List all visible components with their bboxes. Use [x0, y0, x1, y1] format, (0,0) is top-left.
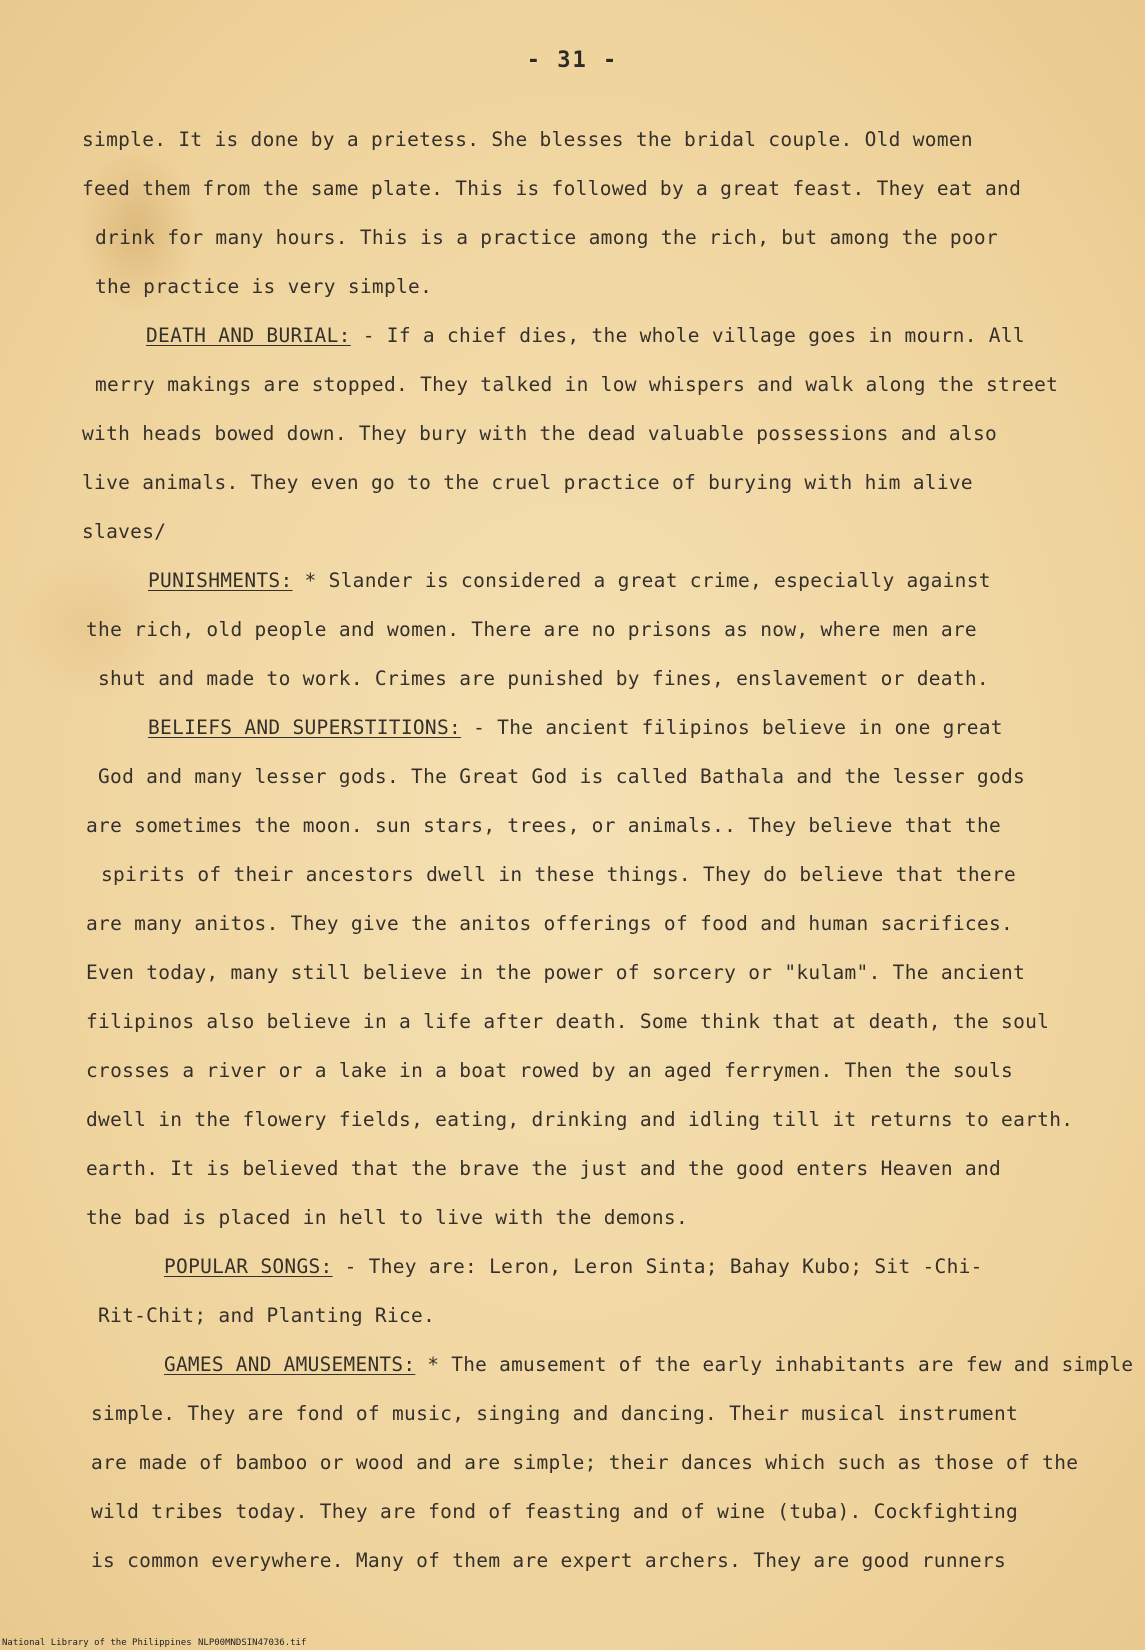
text-line: the practice is very simple.: [95, 275, 433, 298]
text-line: Even today, many still believe in the power of sorcery or "kulam". The ancient: [86, 961, 1026, 984]
text-line: simple. They are fond of music, singing and dancing. Their musical instrument: [91, 1402, 1019, 1425]
text-line: live animals. They even go to the cruel practice of burying with him alive: [82, 471, 973, 494]
text-line: are made of bamboo or wood and are simple; their dances which such as those of the: [91, 1451, 1079, 1474]
section-heading: POPULAR SONGS:: [164, 1255, 333, 1278]
section-text: * Slander is considered a great crime, especially against: [292, 569, 991, 592]
text-line: are sometimes the moon. sun stars, trees, or animals.. They believe that the: [86, 814, 1002, 837]
text-line: the bad is placed in hell to live with the demons.: [86, 1206, 688, 1229]
text-line: spirits of their ancestors dwell in these things. They do believe that there: [101, 863, 1017, 886]
text-line: with heads bowed down. They bury with the dead valuable possessions and also: [82, 422, 998, 445]
text-line: wild tribes today. They are fond of feasting and of wine (tuba). Cockfighting: [91, 1500, 1019, 1523]
library-credit: National Library of the Philippines: [2, 1638, 192, 1648]
text-line: drink for many hours. This is a practice among the rich, but among the poor: [95, 226, 998, 249]
text-line: shut and made to work. Crimes are punished by fines, enslavement or death.: [98, 667, 989, 690]
section-heading: PUNISHMENTS:: [148, 569, 293, 592]
text-line: is common everywhere. Many of them are expert archers. They are good runners: [91, 1549, 1007, 1572]
text-line: the rich, old people and women. There are no prisons as now, where men are: [86, 618, 977, 641]
text-line: dwell in the flowery fields, eating, drinking and idling till it returns to earth.: [86, 1108, 1074, 1131]
section-heading: GAMES AND AMUSEMENTS:: [164, 1353, 416, 1376]
image-filename: NLP00MNDSIN47036.tif: [198, 1638, 307, 1648]
section-text: - If a chief dies, the whole village goes in mourn. All: [350, 324, 1025, 347]
text-line: Rit-Chit; and Planting Rice.: [98, 1304, 436, 1327]
section-heading: DEATH AND BURIAL:: [146, 324, 351, 347]
text-line: are many anitos. They give the anitos offerings of food and human sacrifices.: [86, 912, 1014, 935]
section-text: * The amusement of the early inhabitants are few and simple: [415, 1353, 1134, 1376]
text-line: earth. It is believed that the brave the just and the good enters Heaven and: [86, 1157, 1002, 1180]
text-line: crosses a river or a lake in a boat rowed by an aged ferrymen. Then the souls: [86, 1059, 1014, 1082]
text-line: slaves/: [82, 520, 167, 543]
text-line: feed them from the same plate. This is followed by a great feast. They eat and: [82, 177, 1022, 200]
page-number: - 31 -: [526, 48, 619, 73]
section-punishments: [148, 569, 991, 592]
text-line: God and many lesser gods. The Great God is called Bathala and the lesser gods: [98, 765, 1026, 788]
scan-footer: [0, 1636, 1145, 1650]
section-heading: BELIEFS AND SUPERSTITIONS:: [148, 716, 462, 739]
section-games: [164, 1353, 1133, 1376]
text-line: filipinos also believe in a life after death. Some think that at death, the soul: [86, 1010, 1050, 1033]
section-songs: [164, 1255, 983, 1278]
section-text: - They are: Leron, Leron Sinta; Bahay Kubo; Sit -Chi-: [332, 1255, 983, 1278]
section-death-and-burial: [146, 324, 1025, 347]
text-line: merry makings are stopped. They talked in low whispers and walk along the street: [95, 373, 1059, 396]
text-line: simple. It is done by a prietess. She blesses the bridal couple. Old women: [82, 128, 973, 151]
section-beliefs: [148, 716, 1003, 739]
section-text: - The ancient filipinos believe in one great: [461, 716, 1003, 739]
